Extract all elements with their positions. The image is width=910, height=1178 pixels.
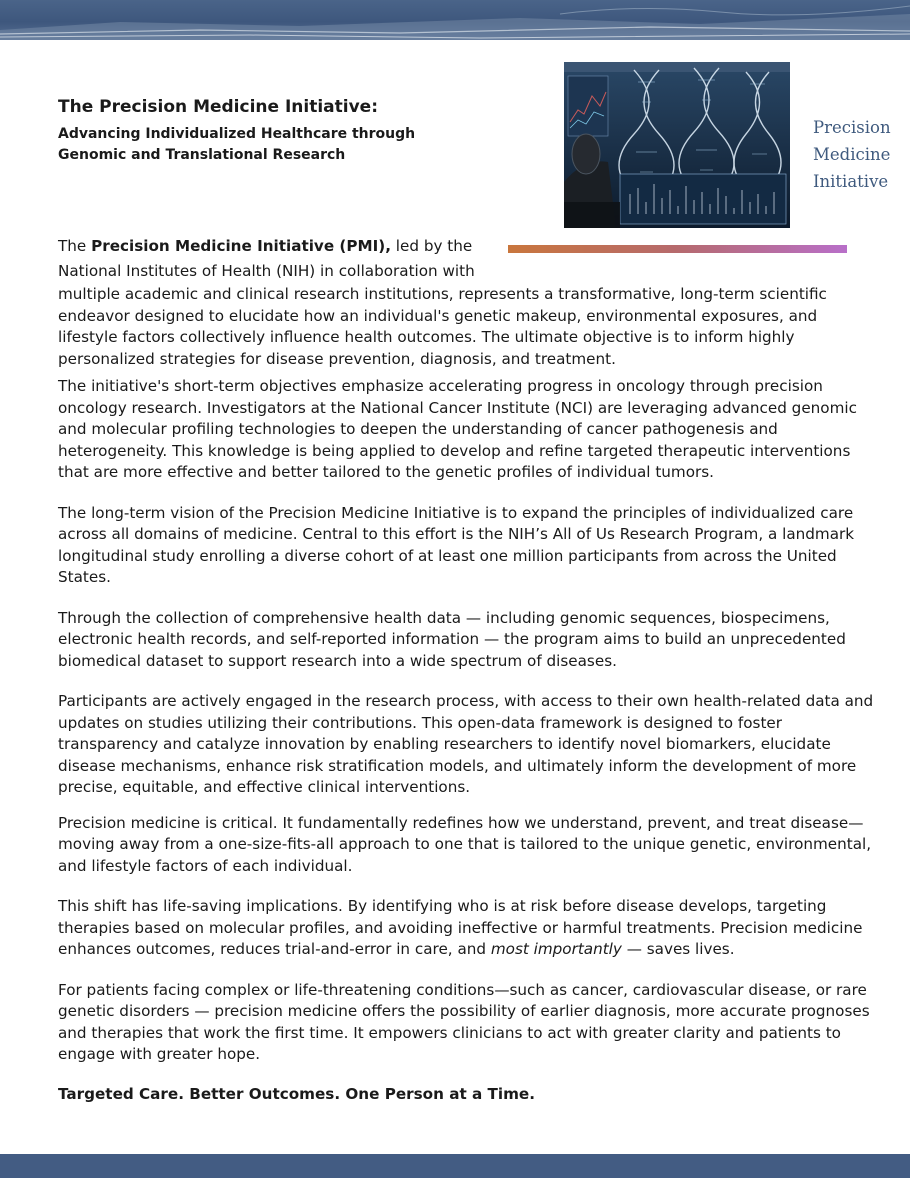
- document-body: [58, 234, 880, 1105]
- paragraph-intro: [58, 234, 880, 370]
- intro-lead: [58, 234, 478, 284]
- intro-text-rest: multiple academic and clinical research institutions, represents a transformative, long-term scientific endeavor designed to elucidate how an individual's genetic makeup, environmental exposures, and lifestyle factors collectively influence health outcomes. The ultimate objective is to inform highly personalized strategies for disease prevention, diagnosis, and treatment.: [58, 285, 827, 368]
- banner-texture: [0, 0, 910, 40]
- emphasis-text: most importantly: [490, 940, 622, 958]
- intro-text-start: The: [58, 237, 92, 255]
- top-banner: [0, 0, 910, 40]
- dna-lab-image: [564, 62, 790, 228]
- initiative-logo-text: [813, 114, 908, 195]
- paragraph-short-term: The initiative's short-term objectives emphasize accelerating progress in oncology through precision oncology research. Investigators at the National Cancer Institute (NCI) are leveraging advanced genomic and molecular profiling technologies to deepen the understanding of cancer pathogenesis and heterogeneity. This knowledge is being applied to develop and refine targeted therapeutic interventions that are more effective and better tailored to the genetic profiles of individual tumors.: [58, 377, 857, 481]
- paragraph-critical: Precision medicine is critical. It fundamentally redefines how we understand, prevent, and treat disease—moving away from a one-size-fits-all approach to one that is tailored to the unique genetic, environmental, and lifestyle factors of each individual.: [58, 813, 872, 875]
- intro-bold-program-name: Precision Medicine Initiative (PMI),: [91, 237, 391, 255]
- paragraph-patients: For patients facing complex or life-threatening conditions—such as cancer, cardiovascular disease, or rare genetic disorders — precision medicine offers the possibility of earlier diagnosis, more accurate prognoses and therapies that work the first time. It empowers clinicians to act with greater clarity and patients to engage with greater hope.: [58, 980, 870, 1063]
- document-title-block: [58, 96, 478, 166]
- tagline: Targeted Care. Better Outcomes. One Person at a Time.: [58, 1084, 535, 1103]
- paragraph-participants: Participants are actively engaged in the research process, with access to their own health-related data and updates on studies utilizing their contributions. This open-data framework is designed to foster transparency and catalyze innovation by enabling researchers to identify novel biomarkers, elucidate disease mechanisms, enhance risk stratification models, and ultimately inform the development of more precise, equitable, and effective clinical interventions.: [58, 692, 874, 796]
- page-title: The Precision Medicine Initiative:: [58, 97, 379, 117]
- page-subtitle-line-1: Advancing Individualized Healthcare through: [58, 126, 416, 142]
- paragraph-health-data: Through the collection of comprehensive health data — including genomic sequences, biospecimens, electronic health records, and self-reported information — the program aims to build an unprecedented biomedical dataset to support research into a wide spectrum of diseases.: [58, 608, 846, 670]
- life-saving-text-end: — saves lives.: [621, 940, 735, 958]
- logo-line-1: Precision: [813, 118, 891, 137]
- logo-line-3: Initiative: [813, 172, 889, 191]
- paragraph-life-saving: [58, 896, 880, 961]
- bottom-banner: [0, 1154, 910, 1178]
- paragraph-long-term: The long-term vision of the Precision Medicine Initiative is to expand the principles of individualized care across all domains of medicine. Central to this effort is the NIH’s All of Us Research Program, a landmark longitudinal study enrolling a diverse cohort of at least one million participants from across the United States.: [58, 503, 855, 586]
- page-subtitle-line-2: Genomic and Translational Research: [58, 147, 346, 163]
- life-saving-text: This shift has life-saving implications. By identifying who is at risk before disease develops, targeting therapies based on molecular profiles, and avoiding ineffective or harmful treatments. Precision medicine enhances outcomes, reduces trial-and-error in care, and: [58, 897, 863, 958]
- intro-text-lead: led by the National Institutes of Health (NIH) in collaboration with: [58, 237, 475, 280]
- logo-line-2: Medicine: [813, 145, 891, 164]
